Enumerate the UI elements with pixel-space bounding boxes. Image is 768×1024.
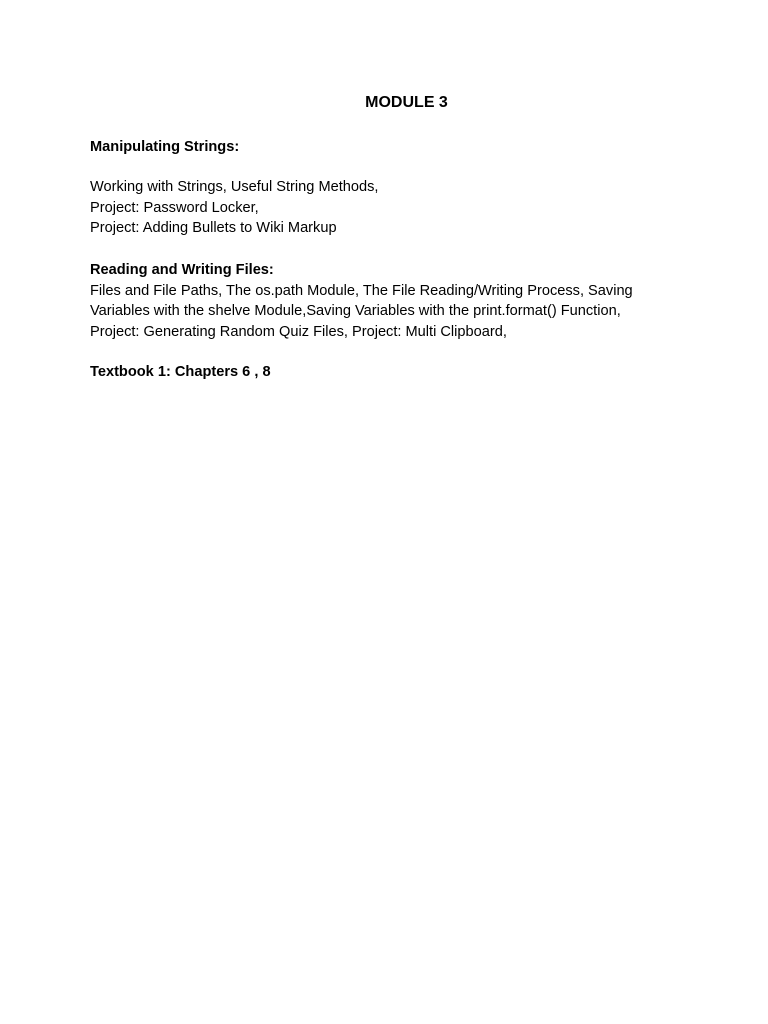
section-manipulating-strings-body bbox=[90, 177, 690, 239]
textbook-reference bbox=[90, 362, 690, 383]
section-heading: Reading and Writing Files: bbox=[90, 262, 274, 278]
section-line: Files and File Paths, The os.path Module, The File Reading/Writing Process, Saving bbox=[90, 282, 633, 299]
section-line: Project: Generating Random Quiz Files, Project: Multi Clipboard, bbox=[90, 323, 507, 340]
section-heading: Manipulating Strings: bbox=[90, 139, 240, 155]
textbook-label: Textbook 1: Chapters 6 , 8 bbox=[90, 364, 271, 380]
section-line: Working with Strings, Useful String Methods, bbox=[90, 179, 379, 195]
page-title: MODULE 3 bbox=[365, 94, 448, 111]
section-line: Variables with the shelve Module,Saving Variables with the print.format() Function, bbox=[90, 303, 621, 319]
section-line: Project: Password Locker, bbox=[90, 199, 259, 216]
section-reading-writing-files bbox=[90, 260, 690, 342]
section-manipulating-strings-heading bbox=[90, 137, 690, 158]
section-line: Project: Adding Bullets to Wiki Markup bbox=[90, 220, 337, 236]
